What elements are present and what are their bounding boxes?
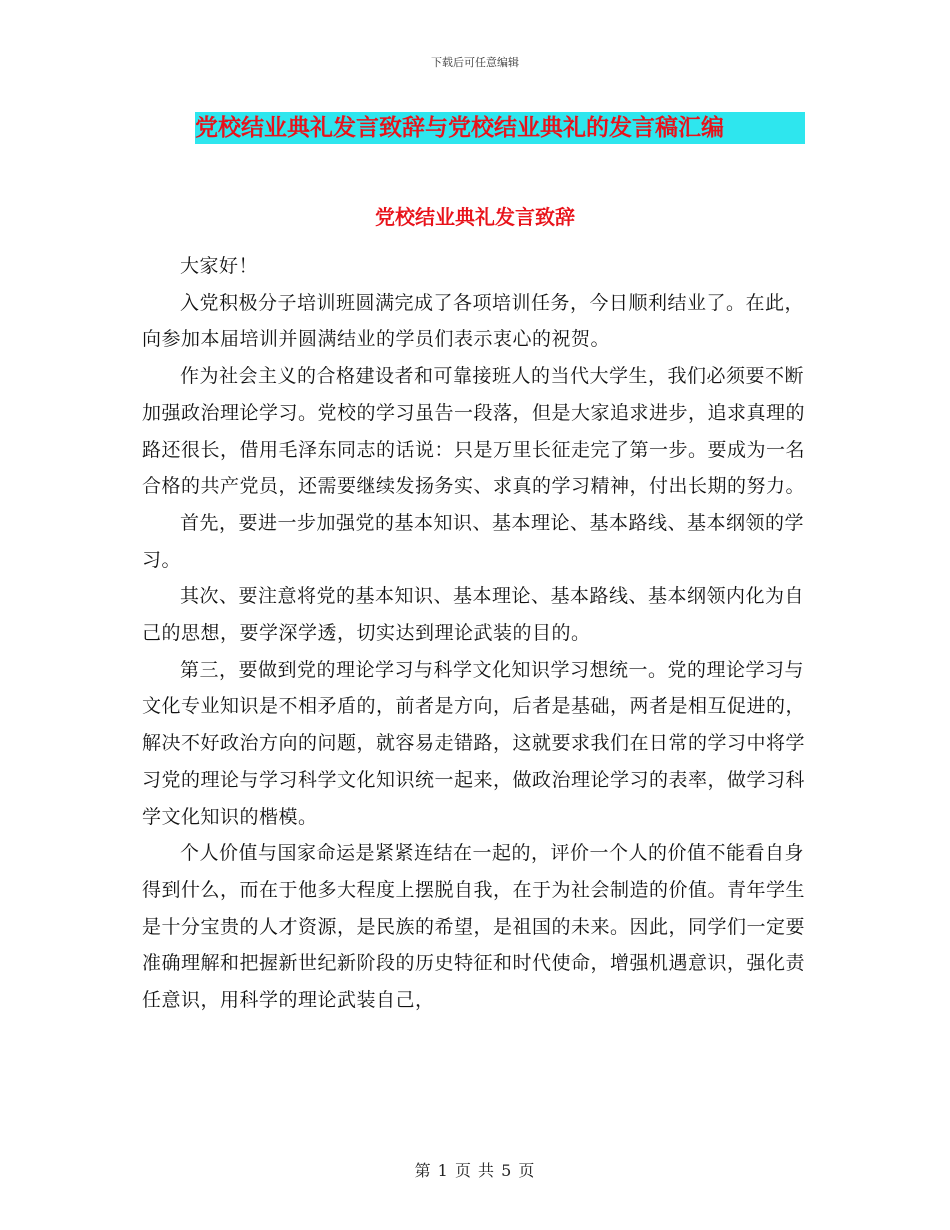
section-title: 党校结业典礼发言致辞 <box>375 205 575 229</box>
paragraph-greeting: 大家好！ <box>180 255 259 277</box>
document-title: 党校结业典礼发言致辞与党校结业典礼的发言稿汇编 <box>195 112 805 144</box>
paragraph: 第三，要做到党的理论学习与科学文化知识学习想统一。党的理论学习与文化专业知识是不相矛盾的，前者是方向，后者是基础，两者是相互促进的，解决不好政治方向的问题，就容易走错路，这就要求我们在日常的学习中将学习党的理论与学习科学文化知识统一起来，做政治理论学习的表率，做学习科学文化知识的楷模。 <box>142 658 806 828</box>
header-note: 下载后可任意编辑 <box>431 56 519 69</box>
paragraph: 作为社会主义的合格建设者和可靠接班人的当代大学生，我们必须要不断加强政治理论学习。党校的学习虽告一段落，但是大家追求进步，追求真理的路还很长，借用毛泽东同志的话说：只是万里长征走完了第一步。要成为一名合格的共产党员，还需要继续发扬务实、求真的学习精神，付出长期的努力。 <box>142 365 806 498</box>
paragraph: 其次、要注意将党的基本知识、基本理论、基本路线、基本纲领内化为自己的思想，要学深学透，切实达到理论武装的目的。 <box>142 585 805 645</box>
body-text <box>142 248 810 1019</box>
paragraph: 个人价值与国家命运是紧紧连结在一起的，评价一个人的价值不能看自身得到什么，而在于他多大程度上摆脱自我，在于为社会制造的价值。青年学生是十分宝贵的人才资源，是民族的希望，是祖国的未来。因此，同学们一定要准确理解和把握新世纪新阶段的历史特征和时代使命，增强机遇意识，强化责任意识，用科学的理论武装自己， <box>142 842 806 1012</box>
paragraph: 首先，要进一步加强党的基本知识、基本理论、基本路线、基本纲领的学习。 <box>142 511 805 571</box>
page-number-footer: 第 1 页 共 5 页 <box>414 1161 536 1180</box>
paragraph: 入党积极分子培训班圆满完成了各项培训任务，今日顺利结业了。在此，向参加本届培训并圆满结业的学员们表示衷心的祝贺。 <box>142 291 805 351</box>
